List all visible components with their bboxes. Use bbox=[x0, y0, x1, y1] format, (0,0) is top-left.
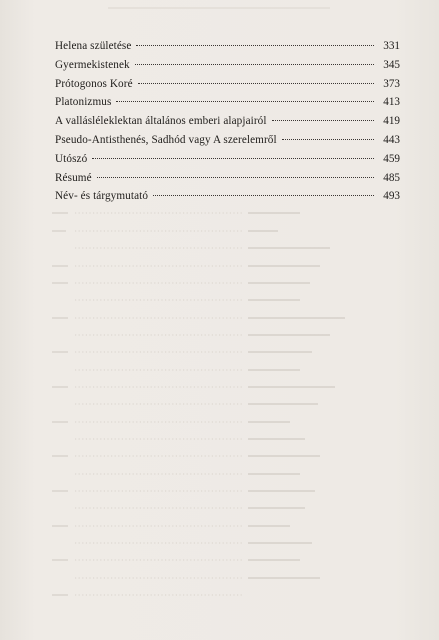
toc-entry bbox=[55, 40, 400, 59]
dot-leader bbox=[138, 83, 374, 84]
toc-entry-title: Platonizmus bbox=[55, 96, 112, 109]
toc-entry bbox=[55, 115, 400, 134]
toc-entry bbox=[55, 96, 400, 115]
toc-entry-page: 493 bbox=[383, 190, 400, 203]
toc-entry-page: 459 bbox=[383, 152, 400, 165]
toc-entry-title: Résumé bbox=[55, 171, 92, 184]
toc-entry bbox=[55, 59, 400, 78]
toc-entry-title: Prótogonos Koré bbox=[55, 77, 133, 90]
toc-entry bbox=[55, 190, 400, 209]
toc-entry bbox=[55, 172, 400, 191]
toc-entry bbox=[55, 153, 400, 172]
dot-leader bbox=[136, 45, 374, 46]
toc-entry-page: 345 bbox=[383, 58, 400, 71]
dot-leader bbox=[116, 101, 374, 102]
toc-entry-page: 331 bbox=[383, 40, 400, 52]
toc-entry-page: 419 bbox=[383, 115, 400, 128]
toc-entry bbox=[55, 78, 400, 97]
dot-leader bbox=[153, 195, 374, 196]
toc-entry-title: A vallásléleklektan általános emberi alapjairól bbox=[55, 115, 267, 128]
dot-leader bbox=[97, 177, 374, 178]
toc-entry-title: Név- és tárgymutató bbox=[55, 190, 149, 203]
dot-leader bbox=[272, 120, 374, 121]
toc-entry-title: Utószó bbox=[55, 152, 88, 165]
toc-entry-page: 443 bbox=[383, 133, 400, 146]
toc-entry-page: 485 bbox=[383, 171, 400, 184]
toc-entry bbox=[55, 134, 400, 153]
dot-leader bbox=[135, 64, 374, 65]
table-of-contents bbox=[55, 40, 400, 209]
toc-entry-title: Helena születése bbox=[55, 40, 132, 52]
dot-leader bbox=[92, 158, 374, 159]
dot-leader bbox=[282, 139, 374, 140]
toc-entry-title: Gyermekistenek bbox=[55, 58, 130, 71]
toc-entry-page: 373 bbox=[383, 77, 400, 90]
toc-entry-title: Pseudo-Antisthenés, Sadhód vagy A szerelemről bbox=[55, 133, 277, 146]
toc-entry-page: 413 bbox=[383, 96, 400, 109]
